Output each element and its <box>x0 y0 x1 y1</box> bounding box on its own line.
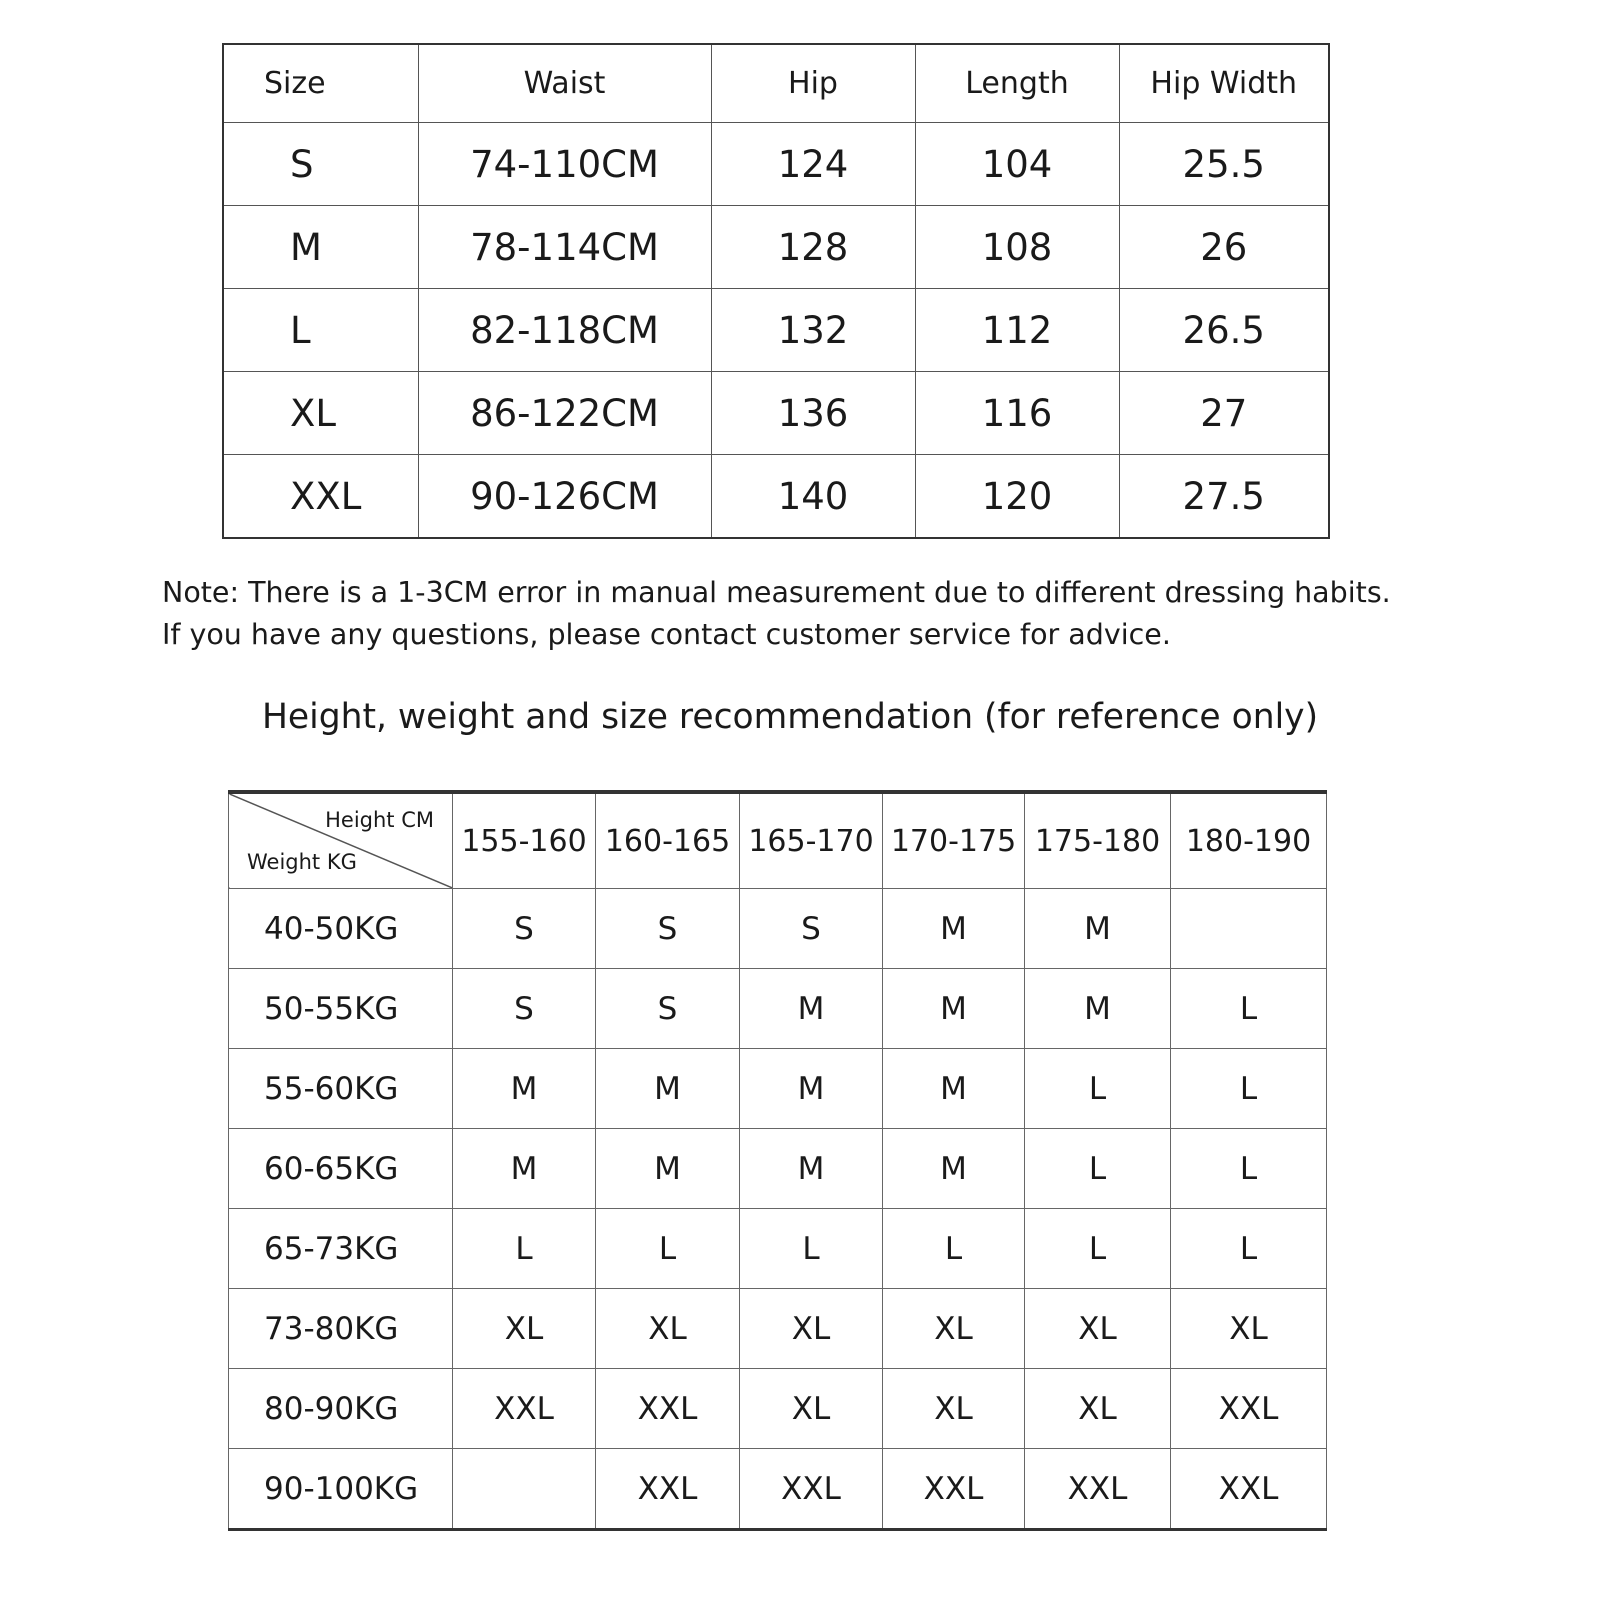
length-cell: 104 <box>915 123 1119 206</box>
height-header: 165-170 <box>740 792 883 889</box>
note-line: If you have any questions, please contact customer service for advice. <box>162 618 1171 651</box>
header-size: Size <box>223 44 418 123</box>
waist-cell: 74-110CM <box>418 123 711 206</box>
size-recommendation-cell: L <box>1025 1049 1171 1129</box>
size-recommendation-cell: M <box>883 889 1025 969</box>
size-recommendation-cell: S <box>740 889 883 969</box>
table-row <box>229 1209 1327 1289</box>
hip-cell: 136 <box>711 372 915 455</box>
header-hip: Hip <box>711 44 915 123</box>
size-recommendation-cell: M <box>453 1049 596 1129</box>
size-recommendation-cell: XXL <box>740 1449 883 1530</box>
size-recommendation-cell: L <box>1171 1129 1327 1209</box>
waist-cell: 78-114CM <box>418 206 711 289</box>
size-recommendation-cell: XXL <box>883 1449 1025 1530</box>
size-recommendation-cell: XL <box>740 1289 883 1369</box>
hip-width-cell: 26.5 <box>1119 289 1329 372</box>
header-length: Length <box>915 44 1119 123</box>
recommendation-header-row <box>229 792 1327 889</box>
height-header: 160-165 <box>596 792 740 889</box>
size-recommendation-cell: XL <box>1025 1289 1171 1369</box>
table-row <box>223 123 1329 206</box>
header-hip-width: Hip Width <box>1119 44 1329 123</box>
weight-axis-label: Weight KG <box>247 850 357 874</box>
hip-width-cell: 27.5 <box>1119 455 1329 539</box>
height-header: 170-175 <box>883 792 1025 889</box>
height-axis-label: Height CM <box>325 808 434 832</box>
length-cell: 112 <box>915 289 1119 372</box>
hip-cell: 132 <box>711 289 915 372</box>
size-table <box>222 43 1330 539</box>
hip-cell: 140 <box>711 455 915 539</box>
weight-cell: 80-90KG <box>229 1369 453 1449</box>
length-cell: 120 <box>915 455 1119 539</box>
size-recommendation-cell: L <box>1025 1129 1171 1209</box>
size-cell: L <box>223 289 418 372</box>
size-recommendation-cell: L <box>596 1209 740 1289</box>
size-recommendation-cell: XXL <box>1025 1449 1171 1530</box>
weight-cell: 50-55KG <box>229 969 453 1049</box>
size-recommendation-cell: S <box>453 889 596 969</box>
weight-cell: 90-100KG <box>229 1449 453 1530</box>
weight-cell: 65-73KG <box>229 1209 453 1289</box>
size-recommendation-cell <box>1171 889 1327 969</box>
size-recommendation-cell: M <box>883 969 1025 1049</box>
header-waist: Waist <box>418 44 711 123</box>
size-recommendation-cell: XL <box>740 1369 883 1449</box>
size-recommendation-cell: M <box>453 1129 596 1209</box>
size-recommendation-cell: S <box>453 969 596 1049</box>
size-recommendation-cell: M <box>740 1129 883 1209</box>
waist-cell: 90-126CM <box>418 455 711 539</box>
corner-header <box>229 792 453 889</box>
size-recommendation-cell <box>453 1449 596 1530</box>
size-recommendation-cell: XL <box>453 1289 596 1369</box>
weight-cell: 40-50KG <box>229 889 453 969</box>
size-recommendation-cell: XL <box>883 1369 1025 1449</box>
size-recommendation-cell: XXL <box>1171 1449 1327 1530</box>
waist-cell: 86-122CM <box>418 372 711 455</box>
length-cell: 108 <box>915 206 1119 289</box>
size-recommendation-cell: XXL <box>596 1369 740 1449</box>
size-recommendation-cell: M <box>740 1049 883 1129</box>
size-recommendation-cell: M <box>596 1049 740 1129</box>
hip-cell: 128 <box>711 206 915 289</box>
table-row <box>223 289 1329 372</box>
size-recommendation-cell: XL <box>883 1289 1025 1369</box>
hip-cell: 124 <box>711 123 915 206</box>
waist-cell: 82-118CM <box>418 289 711 372</box>
size-recommendation-cell: L <box>453 1209 596 1289</box>
length-cell: 116 <box>915 372 1119 455</box>
size-recommendation-cell: M <box>1025 889 1171 969</box>
table-row <box>229 1449 1327 1530</box>
table-row <box>229 1369 1327 1449</box>
size-recommendation-cell: XL <box>1025 1369 1171 1449</box>
size-recommendation-cell: S <box>596 969 740 1049</box>
table-row <box>223 206 1329 289</box>
size-table-header-row <box>223 44 1329 123</box>
size-recommendation-cell: L <box>1171 1209 1327 1289</box>
size-recommendation-cell: M <box>883 1129 1025 1209</box>
size-cell: S <box>223 123 418 206</box>
size-cell: XL <box>223 372 418 455</box>
size-recommendation-cell: L <box>1171 969 1327 1049</box>
recommendation-title: Height, weight and size recommendation (for reference only) <box>261 697 1319 737</box>
size-recommendation-cell: XXL <box>1171 1369 1327 1449</box>
size-recommendation-cell: L <box>740 1209 883 1289</box>
size-recommendation-cell: M <box>883 1049 1025 1129</box>
size-recommendation-cell: XXL <box>453 1369 596 1449</box>
measurement-note <box>162 572 1582 656</box>
size-recommendation-cell: M <box>596 1129 740 1209</box>
size-recommendation-cell: M <box>1025 969 1171 1049</box>
table-row <box>229 1289 1327 1369</box>
note-line: Note: There is a 1-3CM error in manual measurement due to different dressing habits. <box>162 576 1391 609</box>
size-recommendation-cell: L <box>1171 1049 1327 1129</box>
size-cell: M <box>223 206 418 289</box>
weight-cell: 55-60KG <box>229 1049 453 1129</box>
size-recommendation-cell: L <box>1025 1209 1171 1289</box>
weight-cell: 73-80KG <box>229 1289 453 1369</box>
height-header: 175-180 <box>1025 792 1171 889</box>
size-recommendation-cell: XL <box>596 1289 740 1369</box>
table-row <box>229 889 1327 969</box>
height-header: 155-160 <box>453 792 596 889</box>
hip-width-cell: 27 <box>1119 372 1329 455</box>
height-header: 180-190 <box>1171 792 1327 889</box>
hip-width-cell: 26 <box>1119 206 1329 289</box>
size-recommendation-cell: XL <box>1171 1289 1327 1369</box>
size-recommendation-cell: L <box>883 1209 1025 1289</box>
size-cell: XXL <box>223 455 418 539</box>
weight-cell: 60-65KG <box>229 1129 453 1209</box>
size-recommendation-cell: XXL <box>596 1449 740 1530</box>
table-row <box>229 969 1327 1049</box>
table-row <box>223 455 1329 539</box>
size-recommendation-cell: M <box>740 969 883 1049</box>
table-row <box>229 1129 1327 1209</box>
hip-width-cell: 25.5 <box>1119 123 1329 206</box>
size-recommendation-cell: S <box>596 889 740 969</box>
recommendation-table <box>228 790 1327 1531</box>
table-row <box>229 1049 1327 1129</box>
table-row <box>223 372 1329 455</box>
